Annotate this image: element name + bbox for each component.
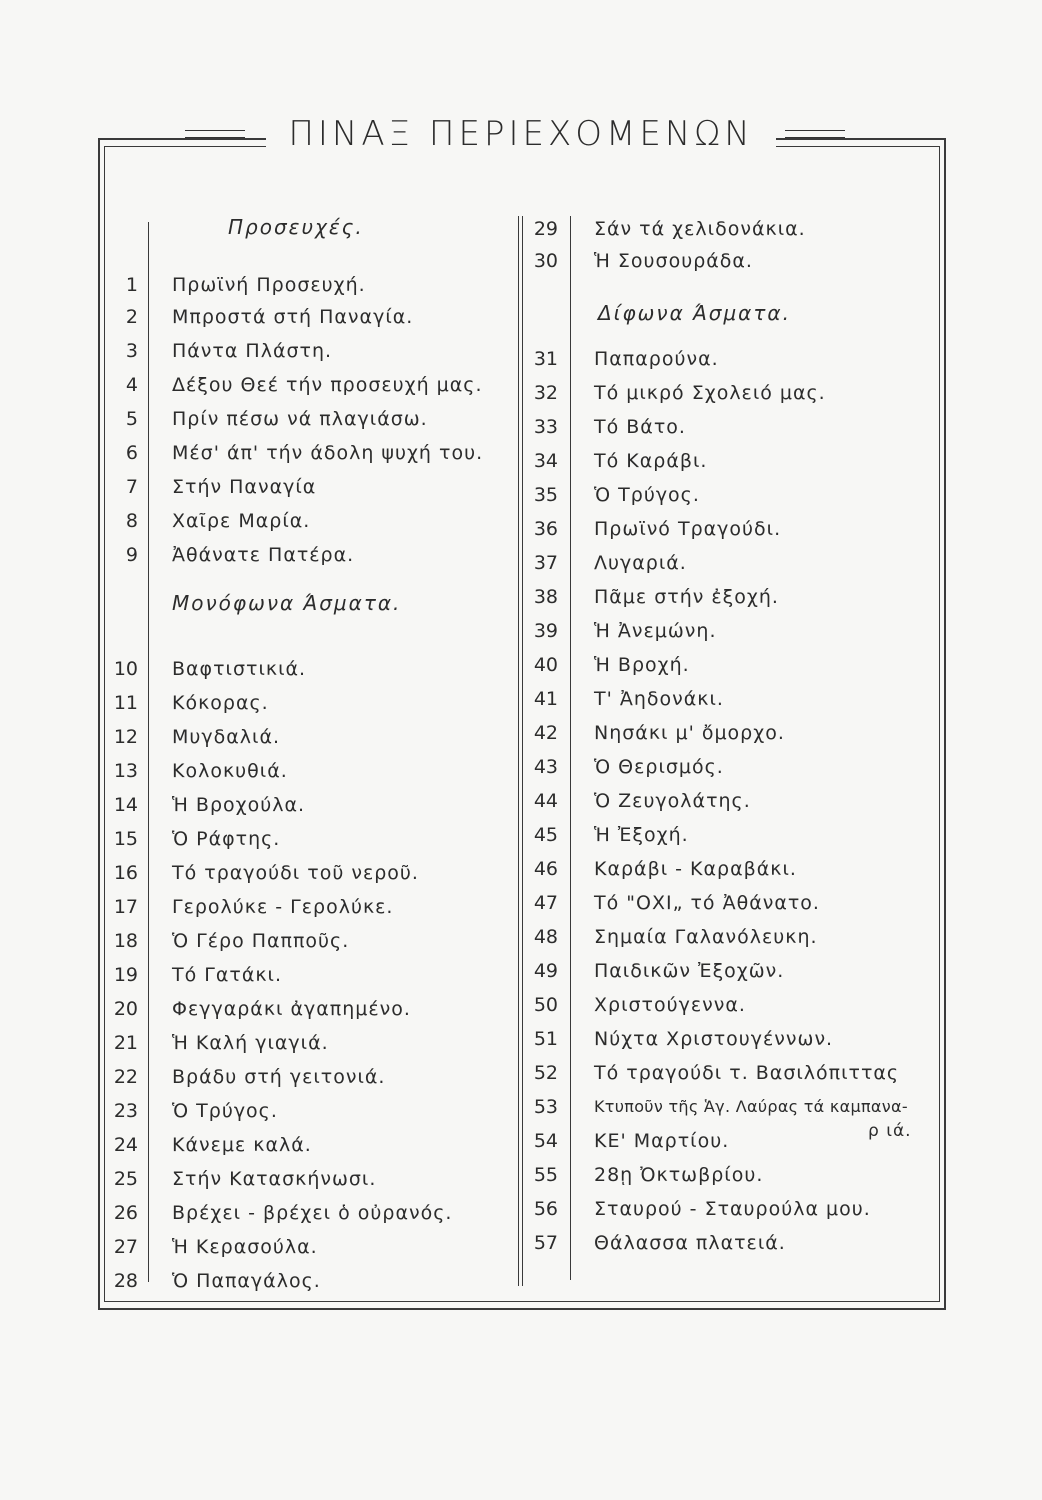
- entry-number: 27: [113, 1236, 138, 1258]
- entry-title: Ἡ Καλή γιαγιά.: [172, 1032, 329, 1054]
- entry-number: 25: [113, 1168, 138, 1190]
- entry-title: Ἡ Σουσουράδα.: [594, 250, 753, 272]
- entry-title: Μέσ' άπ' τήν άδολη ψυχή του.: [172, 442, 484, 464]
- entry-title: Γερολύκε - Γερολύκε.: [172, 896, 394, 918]
- entry-number: 1: [125, 274, 138, 296]
- page-title: ΠΙΝΑΞ ΠΕΡΙΕΧΟΜΕΝΩΝ: [266, 105, 775, 163]
- entry-title: Πρωϊνή Προσευχή.: [172, 274, 366, 296]
- section-heading-diphonic: Δίφωνα Άσματα.: [598, 301, 791, 325]
- entry-title: Κτυποῦν τῆς Ἁγ. Λαύρας τά καμπανα-: [594, 1097, 908, 1116]
- entry-number: 33: [533, 416, 558, 438]
- entry-title: Χαῖρε Μαρία.: [172, 510, 311, 532]
- entry-number: 39: [533, 620, 558, 642]
- entry-title: Νησάκι μ' ὄμορχο.: [594, 722, 785, 744]
- entry-title: Θάλασσα πλατειά.: [594, 1232, 786, 1254]
- entry-title: Ὁ Τρύγος.: [594, 484, 700, 506]
- entry-title: Τ' Ἀηδονάκι.: [594, 688, 724, 710]
- entry-title: Σημαία Γαλανόλευκη.: [594, 926, 818, 948]
- entry-number: 13: [113, 760, 138, 782]
- entry-number: 3: [125, 340, 138, 362]
- entry-number: 52: [533, 1062, 558, 1084]
- entry-title: Καράβι - Καραβάκι.: [594, 858, 797, 880]
- left-number-rule: [148, 222, 149, 1282]
- entry-title: Πρωϊνό Τραγούδι.: [594, 518, 782, 540]
- entry-title: Τό "ΟΧΙ„ τό Ἀθάνατο.: [594, 892, 820, 914]
- entry-title: Φεγγαράκι ἀγαπημένο.: [172, 998, 411, 1020]
- entry-title: Ὁ Ράφτης.: [172, 828, 281, 850]
- entry-title: Τό Γατάκι.: [172, 964, 283, 986]
- entry-number: 41: [533, 688, 558, 710]
- entry-number: 30: [533, 250, 558, 272]
- continuation-text: ρ ιά.: [868, 1121, 912, 1141]
- center-rule-1: [518, 216, 519, 1286]
- entry-title: Νύχτα Χριστουγέννων.: [594, 1028, 834, 1050]
- entry-number: 42: [533, 722, 558, 744]
- entry-number: 19: [113, 964, 138, 986]
- entry-title: Σάν τά χελιδονάκια.: [594, 218, 806, 240]
- entry-number: 37: [533, 552, 558, 574]
- entry-number: 20: [113, 998, 138, 1020]
- entry-number: 40: [533, 654, 558, 676]
- entry-title: Ἡ Κερασούλα.: [172, 1236, 318, 1258]
- entry-title: Ὁ Θερισμός.: [594, 756, 724, 778]
- entry-title: Βαφτιστικιά.: [172, 658, 307, 680]
- entry-number: 17: [113, 896, 138, 918]
- entry-number: 24: [113, 1134, 138, 1156]
- entry-number: 47: [533, 892, 558, 914]
- entry-title: Λυγαριά.: [594, 552, 687, 574]
- section-heading-monophonic: Μονόφωνα Άσματα.: [172, 591, 402, 615]
- entry-title: Παιδικῶν Ἐξοχῶν.: [594, 960, 785, 982]
- entry-title: Τό τραγούδι τ. Βασιλόπιττας: [594, 1062, 900, 1084]
- entry-number: 53: [533, 1096, 558, 1118]
- center-rule-2: [522, 216, 523, 1286]
- entry-number: 22: [113, 1066, 138, 1088]
- entry-number: 38: [533, 586, 558, 608]
- entry-title: Ὁ Τρύγος.: [172, 1100, 278, 1122]
- entry-number: 44: [533, 790, 558, 812]
- entry-number: 18: [113, 930, 138, 952]
- entry-title: Τό τραγούδι τοῦ νεροῦ.: [172, 862, 419, 884]
- entry-title: Μπροστά στή Παναγία.: [172, 306, 414, 328]
- entry-number: 34: [533, 450, 558, 472]
- entry-number: 54: [533, 1130, 558, 1152]
- entry-number: 5: [125, 408, 138, 430]
- entry-number: 12: [113, 726, 138, 748]
- entry-number: 31: [533, 348, 558, 370]
- entry-number: 9: [125, 544, 138, 566]
- entry-title: Κόκορας.: [172, 692, 269, 714]
- entry-number: 16: [113, 862, 138, 884]
- entry-title: Στήν Κατασκήνωσι.: [172, 1168, 377, 1190]
- entry-title: Ὁ Γέρο Παπποῦς.: [172, 930, 350, 952]
- entry-number: 8: [125, 510, 138, 532]
- entry-title: Ἡ Βροχή.: [594, 654, 690, 676]
- entry-title: Ὁ Παπαγάλος.: [172, 1270, 321, 1292]
- entry-title: Βράδυ στή γειτονιά.: [172, 1066, 386, 1088]
- entry-title: Πᾶμε στήν ἐξοχή.: [594, 586, 779, 608]
- entry-title: Ἀθάνατε Πατέρα.: [172, 544, 355, 566]
- entry-number: 56: [533, 1198, 558, 1220]
- title-bar: [0, 105, 1042, 165]
- entry-number: 11: [113, 692, 138, 714]
- entry-title: Πάντα Πλάστη.: [172, 340, 333, 362]
- entry-number: 32: [533, 382, 558, 404]
- entry-number: 2: [125, 306, 138, 328]
- entry-title: Ἡ Ἀνεμώνη.: [594, 620, 717, 642]
- entry-number: 15: [113, 828, 138, 850]
- entry-number: 28: [113, 1270, 138, 1292]
- entry-title: Μυγδαλιά.: [172, 726, 281, 748]
- entry-title: Πρίν πέσω νά πλαγιάσω.: [172, 408, 428, 430]
- entry-number: 26: [113, 1202, 138, 1224]
- entry-title: Τό Καράβι.: [594, 450, 708, 472]
- entry-title: ΚΕ' Μαρτίου.: [594, 1130, 730, 1152]
- entry-number: 7: [125, 476, 138, 498]
- section-heading-prayers: Προσευχές.: [228, 215, 364, 239]
- entry-title: Δέξου Θεέ τήν προσευχή μας.: [172, 374, 483, 396]
- entry-title: Παπαρούνα.: [594, 348, 719, 370]
- entry-number: 36: [533, 518, 558, 540]
- right-number-rule: [570, 216, 571, 1280]
- entry-number: 6: [125, 442, 138, 464]
- entry-number: 4: [125, 374, 138, 396]
- entry-title: Ὁ Ζευγολάτης.: [594, 790, 751, 812]
- entry-number: 29: [533, 218, 558, 240]
- entry-number: 57: [533, 1232, 558, 1254]
- entry-title: Ἡ Βροχούλα.: [172, 794, 306, 816]
- entry-title: Σταυρού - Σταυρούλα μου.: [594, 1198, 871, 1220]
- entry-number: 21: [113, 1032, 138, 1054]
- entry-title: Βρέχει - βρέχει ὁ οὐρανός.: [172, 1202, 453, 1224]
- entry-number: 14: [113, 794, 138, 816]
- entry-number: 43: [533, 756, 558, 778]
- entry-title: 28ῃ Ὀκτωβρίου.: [594, 1164, 764, 1186]
- entry-title: Ἡ Ἐξοχή.: [594, 824, 689, 846]
- entry-number: 10: [113, 658, 138, 680]
- entry-title: Τό μικρό Σχολειό μας.: [594, 382, 826, 404]
- entry-number: 51: [533, 1028, 558, 1050]
- entry-number: 46: [533, 858, 558, 880]
- entry-number: 50: [533, 994, 558, 1016]
- entry-title: Χριστούγεννα.: [594, 994, 746, 1016]
- entry-title: Τό Βάτο.: [594, 416, 686, 438]
- entry-title: Στήν Παναγία: [172, 476, 317, 498]
- entry-number: 35: [533, 484, 558, 506]
- entry-number: 48: [533, 926, 558, 948]
- entry-number: 49: [533, 960, 558, 982]
- entry-number: 45: [533, 824, 558, 846]
- entry-title: Κολοκυθιά.: [172, 760, 288, 782]
- entry-number: 23: [113, 1100, 138, 1122]
- entry-number: 55: [533, 1164, 558, 1186]
- entry-title: Κάνεμε καλά.: [172, 1134, 312, 1156]
